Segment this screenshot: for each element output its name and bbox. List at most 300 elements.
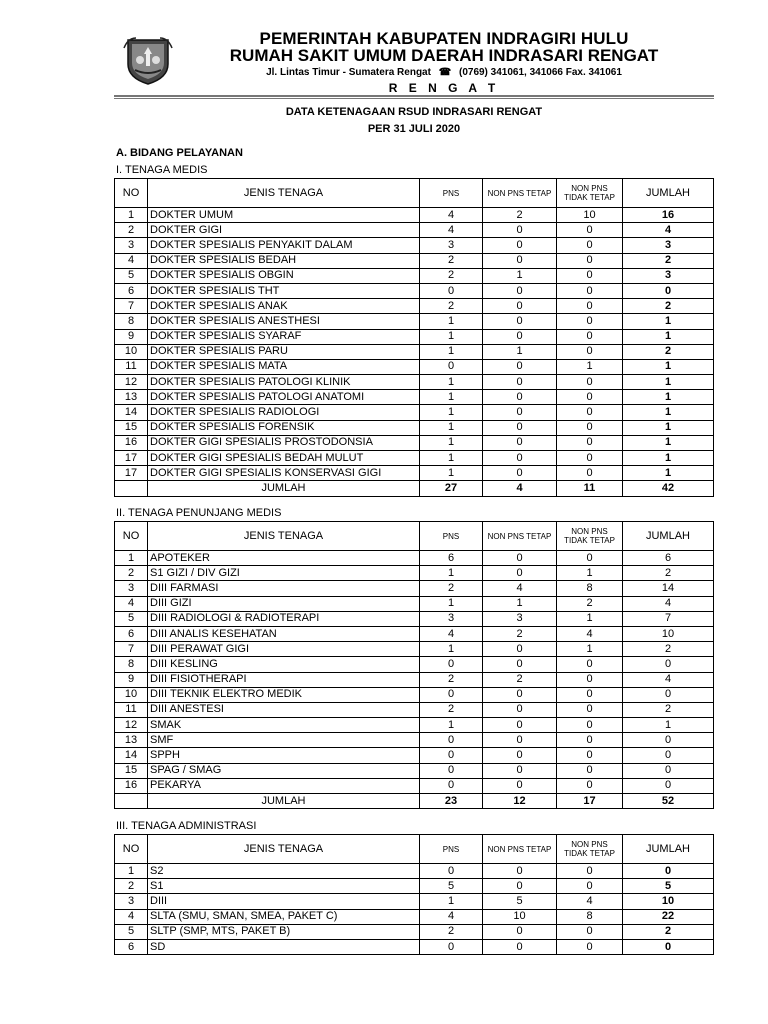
row-pns: 1 [420,420,483,435]
row-no: 6 [115,939,148,954]
row-pns: 4 [420,626,483,641]
table-row [115,702,714,717]
total-label: JUMLAH [148,481,420,496]
row-non-pns-tetap: 0 [483,253,557,268]
header-pns: PNS [420,179,483,208]
table-row [115,314,714,329]
row-pns: 0 [420,359,483,374]
row-jenis-tenaga: DIII [148,894,420,909]
table-row [115,909,714,924]
row-non-pns-tidak-tetap: 0 [557,329,623,344]
row-non-pns-tidak-tetap: 8 [557,581,623,596]
row-jumlah: 0 [623,657,714,672]
row-jumlah: 0 [623,733,714,748]
row-jenis-tenaga: SMAK [148,718,420,733]
total-non-pns-tetap: 4 [483,481,557,496]
total-jumlah: 52 [623,794,714,809]
table-row [115,420,714,435]
row-jenis-tenaga: DOKTER UMUM [148,208,420,223]
table-total-row [115,481,714,496]
row-pns: 5 [420,879,483,894]
header-jenis-tenaga: JENIS TENAGA [148,179,420,208]
row-pns: 1 [420,596,483,611]
row-non-pns-tidak-tetap: 1 [557,359,623,374]
row-jenis-tenaga: DIII PERAWAT GIGI [148,642,420,657]
row-non-pns-tidak-tetap: 0 [557,748,623,763]
row-jenis-tenaga: DOKTER SPESIALIS PENYAKIT DALAM [148,238,420,253]
row-pns: 4 [420,909,483,924]
row-non-pns-tetap: 0 [483,748,557,763]
row-no: 5 [115,924,148,939]
table-row [115,626,714,641]
row-non-pns-tidak-tetap: 0 [557,299,623,314]
row-no: 3 [115,238,148,253]
regency-emblem-icon [122,36,174,86]
row-no: 10 [115,687,148,702]
row-jenis-tenaga: DIII FARMASI [148,581,420,596]
hospital-name: RUMAH SAKIT UMUM DAERAH INDRASARI RENGAT [229,46,659,65]
header-jenis-tenaga: JENIS TENAGA [148,522,420,551]
row-jumlah: 10 [623,626,714,641]
row-no: 4 [115,909,148,924]
letterhead-text [174,30,714,96]
row-jumlah: 7 [623,611,714,626]
row-non-pns-tidak-tetap: 0 [557,879,623,894]
header-no: NO [115,179,148,208]
row-no: 14 [115,405,148,420]
table-row [115,581,714,596]
row-no: 15 [115,420,148,435]
row-non-pns-tetap: 0 [483,390,557,405]
total-pns: 23 [420,794,483,809]
table-row [115,642,714,657]
row-jenis-tenaga: S1 [148,879,420,894]
row-jumlah: 1 [623,359,714,374]
row-jenis-tenaga: S2 [148,864,420,879]
row-non-pns-tetap: 0 [483,924,557,939]
row-jenis-tenaga: SPPH [148,748,420,763]
row-jenis-tenaga: DOKTER GIGI SPESIALIS KONSERVASI GIGI [148,466,420,481]
row-pns: 2 [420,253,483,268]
row-non-pns-tetap: 1 [483,344,557,359]
row-jumlah: 0 [623,283,714,298]
table-tenaga-medis [114,178,714,497]
row-jenis-tenaga: PEKARYA [148,778,420,793]
table-total-row [115,794,714,809]
row-pns: 3 [420,238,483,253]
table-row [115,718,714,733]
row-pns: 1 [420,642,483,657]
row-no: 13 [115,733,148,748]
row-non-pns-tidak-tetap: 0 [557,763,623,778]
row-no: 3 [115,581,148,596]
row-jumlah: 0 [623,939,714,954]
row-jumlah: 16 [623,208,714,223]
table-row [115,283,714,298]
row-non-pns-tidak-tetap: 0 [557,420,623,435]
row-non-pns-tidak-tetap: 0 [557,405,623,420]
row-jenis-tenaga: SLTP (SMP, MTS, PAKET B) [148,924,420,939]
row-non-pns-tetap: 0 [483,657,557,672]
row-jenis-tenaga: S1 GIZI / DIV GIZI [148,566,420,581]
table-row [115,864,714,879]
row-non-pns-tetap: 0 [483,778,557,793]
table-heading-medis: I. TENAGA MEDIS [116,164,208,176]
row-non-pns-tetap: 0 [483,879,557,894]
row-no: 7 [115,299,148,314]
row-non-pns-tetap: 0 [483,466,557,481]
row-jumlah: 2 [623,253,714,268]
row-no: 2 [115,566,148,581]
row-jumlah: 22 [623,909,714,924]
row-non-pns-tetap: 0 [483,359,557,374]
row-non-pns-tetap: 0 [483,864,557,879]
row-jumlah: 6 [623,551,714,566]
row-no: 6 [115,283,148,298]
table-row [115,390,714,405]
row-jumlah: 2 [623,924,714,939]
row-non-pns-tetap: 2 [483,208,557,223]
row-pns: 1 [420,375,483,390]
address-line [174,66,714,80]
row-non-pns-tidak-tetap: 0 [557,657,623,672]
row-no: 5 [115,268,148,283]
letterhead-rule-thin [114,98,714,99]
row-no: 2 [115,223,148,238]
row-no: 11 [115,359,148,374]
total-pns: 27 [420,481,483,496]
table-tenaga-penunjang-medis [114,521,714,809]
row-pns: 0 [420,748,483,763]
header-non-pns-tetap: NON PNS TETAP [483,522,557,551]
row-jenis-tenaga: DOKTER SPESIALIS PATOLOGI KLINIK [148,375,420,390]
table-row [115,894,714,909]
row-pns: 1 [420,718,483,733]
row-jumlah: 2 [623,702,714,717]
row-jumlah: 0 [623,687,714,702]
row-non-pns-tidak-tetap: 8 [557,909,623,924]
table-row [115,611,714,626]
row-jumlah: 0 [623,778,714,793]
row-non-pns-tetap: 0 [483,551,557,566]
row-pns: 0 [420,733,483,748]
letterhead [114,30,714,100]
row-pns: 1 [420,329,483,344]
row-non-pns-tidak-tetap: 0 [557,451,623,466]
document-title: DATA KETENAGAAN RSUD INDRASARI RENGAT [285,106,543,118]
row-pns: 1 [420,344,483,359]
header-non-pns-tetap: NON PNS TETAP [483,835,557,864]
table-row [115,879,714,894]
row-non-pns-tidak-tetap: 0 [557,390,623,405]
row-non-pns-tetap: 0 [483,238,557,253]
row-pns: 2 [420,672,483,687]
row-non-pns-tidak-tetap: 0 [557,238,623,253]
row-jenis-tenaga: DIII ANALIS KESEHATAN [148,626,420,641]
header-pns: PNS [420,835,483,864]
table-row [115,299,714,314]
row-no: 17 [115,451,148,466]
row-no: 1 [115,864,148,879]
row-pns: 1 [420,405,483,420]
section-heading: A. BIDANG PELAYANAN [116,147,243,159]
row-non-pns-tidak-tetap: 0 [557,435,623,450]
row-non-pns-tidak-tetap: 0 [557,733,623,748]
row-jenis-tenaga: DOKTER SPESIALIS ANAK [148,299,420,314]
header-non-pns-tidak-tetap: NON PNS TIDAK TETAP [557,179,623,208]
row-non-pns-tetap: 0 [483,314,557,329]
telephone-icon: ☎ [438,67,452,78]
table-heading-administrasi: III. TENAGA ADMINISTRASI [116,820,257,832]
table-row [115,359,714,374]
row-no: 11 [115,702,148,717]
row-no: 2 [115,879,148,894]
row-pns: 1 [420,451,483,466]
row-no: 16 [115,435,148,450]
total-non-pns-tetap: 12 [483,794,557,809]
letterhead-rule [114,95,714,97]
row-non-pns-tetap: 3 [483,611,557,626]
row-non-pns-tetap: 0 [483,566,557,581]
row-no: 15 [115,763,148,778]
row-jenis-tenaga: DOKTER SPESIALIS FORENSIK [148,420,420,435]
row-jenis-tenaga: SMF [148,733,420,748]
row-jenis-tenaga: DOKTER SPESIALIS THT [148,283,420,298]
row-no: 1 [115,208,148,223]
row-non-pns-tetap: 0 [483,329,557,344]
row-jumlah: 1 [623,390,714,405]
row-pns: 1 [420,314,483,329]
row-non-pns-tidak-tetap: 0 [557,253,623,268]
row-non-pns-tidak-tetap: 1 [557,642,623,657]
row-no: 14 [115,748,148,763]
row-non-pns-tidak-tetap: 0 [557,778,623,793]
row-jenis-tenaga: DOKTER SPESIALIS ANESTHESI [148,314,420,329]
row-non-pns-tetap: 5 [483,894,557,909]
row-non-pns-tetap: 1 [483,596,557,611]
row-jumlah: 1 [623,375,714,390]
row-non-pns-tidak-tetap: 10 [557,208,623,223]
row-no: 13 [115,390,148,405]
header-jumlah: JUMLAH [623,835,714,864]
row-non-pns-tidak-tetap: 0 [557,702,623,717]
row-non-pns-tidak-tetap: 4 [557,626,623,641]
row-no: 9 [115,329,148,344]
row-no: 7 [115,642,148,657]
row-jenis-tenaga: APOTEKER [148,551,420,566]
row-non-pns-tetap: 0 [483,702,557,717]
row-pns: 6 [420,551,483,566]
table-header-row [115,522,714,551]
row-pns: 1 [420,466,483,481]
row-no: 3 [115,894,148,909]
row-jumlah: 1 [623,466,714,481]
row-jenis-tenaga: DIII KESLING [148,657,420,672]
table-row [115,733,714,748]
row-non-pns-tetap: 0 [483,283,557,298]
table-tenaga-administrasi [114,834,714,955]
row-jumlah: 0 [623,748,714,763]
row-jumlah: 1 [623,435,714,450]
row-non-pns-tetap: 0 [483,223,557,238]
total-non-pns-tidak-tetap: 17 [557,794,623,809]
row-jumlah: 1 [623,451,714,466]
row-no: 17 [115,466,148,481]
row-pns: 2 [420,581,483,596]
row-jenis-tenaga: DOKTER SPESIALIS PARU [148,344,420,359]
row-no: 12 [115,718,148,733]
table-row [115,268,714,283]
row-non-pns-tetap: 0 [483,733,557,748]
row-non-pns-tidak-tetap: 0 [557,687,623,702]
row-pns: 0 [420,687,483,702]
row-non-pns-tidak-tetap: 0 [557,344,623,359]
row-jumlah: 0 [623,763,714,778]
row-jenis-tenaga: DOKTER SPESIALIS RADIOLOGI [148,405,420,420]
table-row [115,208,714,223]
table-row [115,551,714,566]
row-jenis-tenaga: DOKTER SPESIALIS BEDAH [148,253,420,268]
row-jumlah: 0 [623,864,714,879]
row-no: 6 [115,626,148,641]
row-jenis-tenaga: SLTA (SMU, SMAN, SMEA, PAKET C) [148,909,420,924]
row-jenis-tenaga: DOKTER GIGI [148,223,420,238]
row-jenis-tenaga: DOKTER GIGI SPESIALIS PROSTODONSIA [148,435,420,450]
row-non-pns-tidak-tetap: 0 [557,551,623,566]
row-jumlah: 2 [623,566,714,581]
table-row [115,687,714,702]
row-pns: 4 [420,223,483,238]
government-name: PEMERINTAH KABUPATEN INDRAGIRI HULU [259,29,629,48]
table-row [115,778,714,793]
row-non-pns-tidak-tetap: 0 [557,718,623,733]
row-non-pns-tetap: 0 [483,642,557,657]
row-non-pns-tetap: 2 [483,672,557,687]
row-jenis-tenaga: DIII TEKNIK ELEKTRO MEDIK [148,687,420,702]
table-row [115,238,714,253]
total-non-pns-tidak-tetap: 11 [557,481,623,496]
row-no: 1 [115,551,148,566]
total-label: JUMLAH [148,794,420,809]
row-non-pns-tetap: 0 [483,451,557,466]
table-heading-penunjang: II. TENAGA PENUNJANG MEDIS [116,507,282,519]
row-non-pns-tetap: 2 [483,626,557,641]
row-non-pns-tidak-tetap: 0 [557,268,623,283]
total-jumlah: 42 [623,481,714,496]
row-jumlah: 4 [623,672,714,687]
row-no: 8 [115,314,148,329]
table-row [115,329,714,344]
row-pns: 0 [420,763,483,778]
header-no: NO [115,522,148,551]
row-pns: 0 [420,864,483,879]
header-non-pns-tidak-tetap: NON PNS TIDAK TETAP [557,835,623,864]
header-no: NO [115,835,148,864]
row-pns: 2 [420,702,483,717]
row-non-pns-tetap: 0 [483,405,557,420]
table-row [115,435,714,450]
row-jumlah: 3 [623,238,714,253]
row-jenis-tenaga: DOKTER GIGI SPESIALIS BEDAH MULUT [148,451,420,466]
row-jumlah: 1 [623,420,714,435]
row-non-pns-tidak-tetap: 0 [557,314,623,329]
table-header-row [115,835,714,864]
row-pns: 3 [420,611,483,626]
row-jumlah: 2 [623,299,714,314]
row-pns: 2 [420,268,483,283]
row-non-pns-tetap: 0 [483,299,557,314]
row-non-pns-tidak-tetap: 0 [557,864,623,879]
phone-numbers: (0769) 341061, 341066 Fax. 341061 [458,67,622,78]
row-jenis-tenaga: DIII RADIOLOGI & RADIOTERAPI [148,611,420,626]
row-non-pns-tetap: 4 [483,581,557,596]
row-non-pns-tetap: 0 [483,420,557,435]
table-row [115,451,714,466]
row-pns: 0 [420,778,483,793]
row-jenis-tenaga: DOKTER SPESIALIS OBGIN [148,268,420,283]
row-no: 16 [115,778,148,793]
row-non-pns-tidak-tetap: 0 [557,375,623,390]
row-jumlah: 14 [623,581,714,596]
header-non-pns-tidak-tetap: NON PNS TIDAK TETAP [557,522,623,551]
row-no: 4 [115,253,148,268]
row-pns: 2 [420,924,483,939]
row-jenis-tenaga: DIII FISIOTHERAPI [148,672,420,687]
row-no: 4 [115,596,148,611]
table-row [115,657,714,672]
row-jumlah: 1 [623,718,714,733]
row-pns: 1 [420,566,483,581]
row-non-pns-tetap: 0 [483,435,557,450]
table-row [115,763,714,778]
row-pns: 1 [420,435,483,450]
row-no: 8 [115,657,148,672]
table-row [115,375,714,390]
row-pns: 0 [420,657,483,672]
row-non-pns-tidak-tetap: 0 [557,672,623,687]
document-date: PER 31 JULI 2020 [367,123,461,135]
header-non-pns-tetap: NON PNS TETAP [483,179,557,208]
table-row [115,672,714,687]
row-jumlah: 2 [623,344,714,359]
row-pns: 0 [420,939,483,954]
row-non-pns-tidak-tetap: 1 [557,566,623,581]
row-jumlah: 3 [623,268,714,283]
address: Jl. Lintas Timur - Sumatera Rengat [266,67,431,78]
row-non-pns-tidak-tetap: 0 [557,223,623,238]
row-non-pns-tetap: 10 [483,909,557,924]
table-row [115,748,714,763]
row-no: 5 [115,611,148,626]
row-jenis-tenaga: SD [148,939,420,954]
table-row [115,253,714,268]
row-non-pns-tetap: 0 [483,718,557,733]
row-pns: 1 [420,894,483,909]
row-non-pns-tidak-tetap: 0 [557,466,623,481]
table-row [115,344,714,359]
row-jenis-tenaga: SPAG / SMAG [148,763,420,778]
row-pns: 0 [420,283,483,298]
table-row [115,939,714,954]
table-row [115,596,714,611]
row-no: 12 [115,375,148,390]
row-jumlah: 1 [623,329,714,344]
table-row [115,566,714,581]
row-non-pns-tidak-tetap: 0 [557,924,623,939]
row-jumlah: 10 [623,894,714,909]
row-pns: 4 [420,208,483,223]
row-non-pns-tidak-tetap: 0 [557,939,623,954]
